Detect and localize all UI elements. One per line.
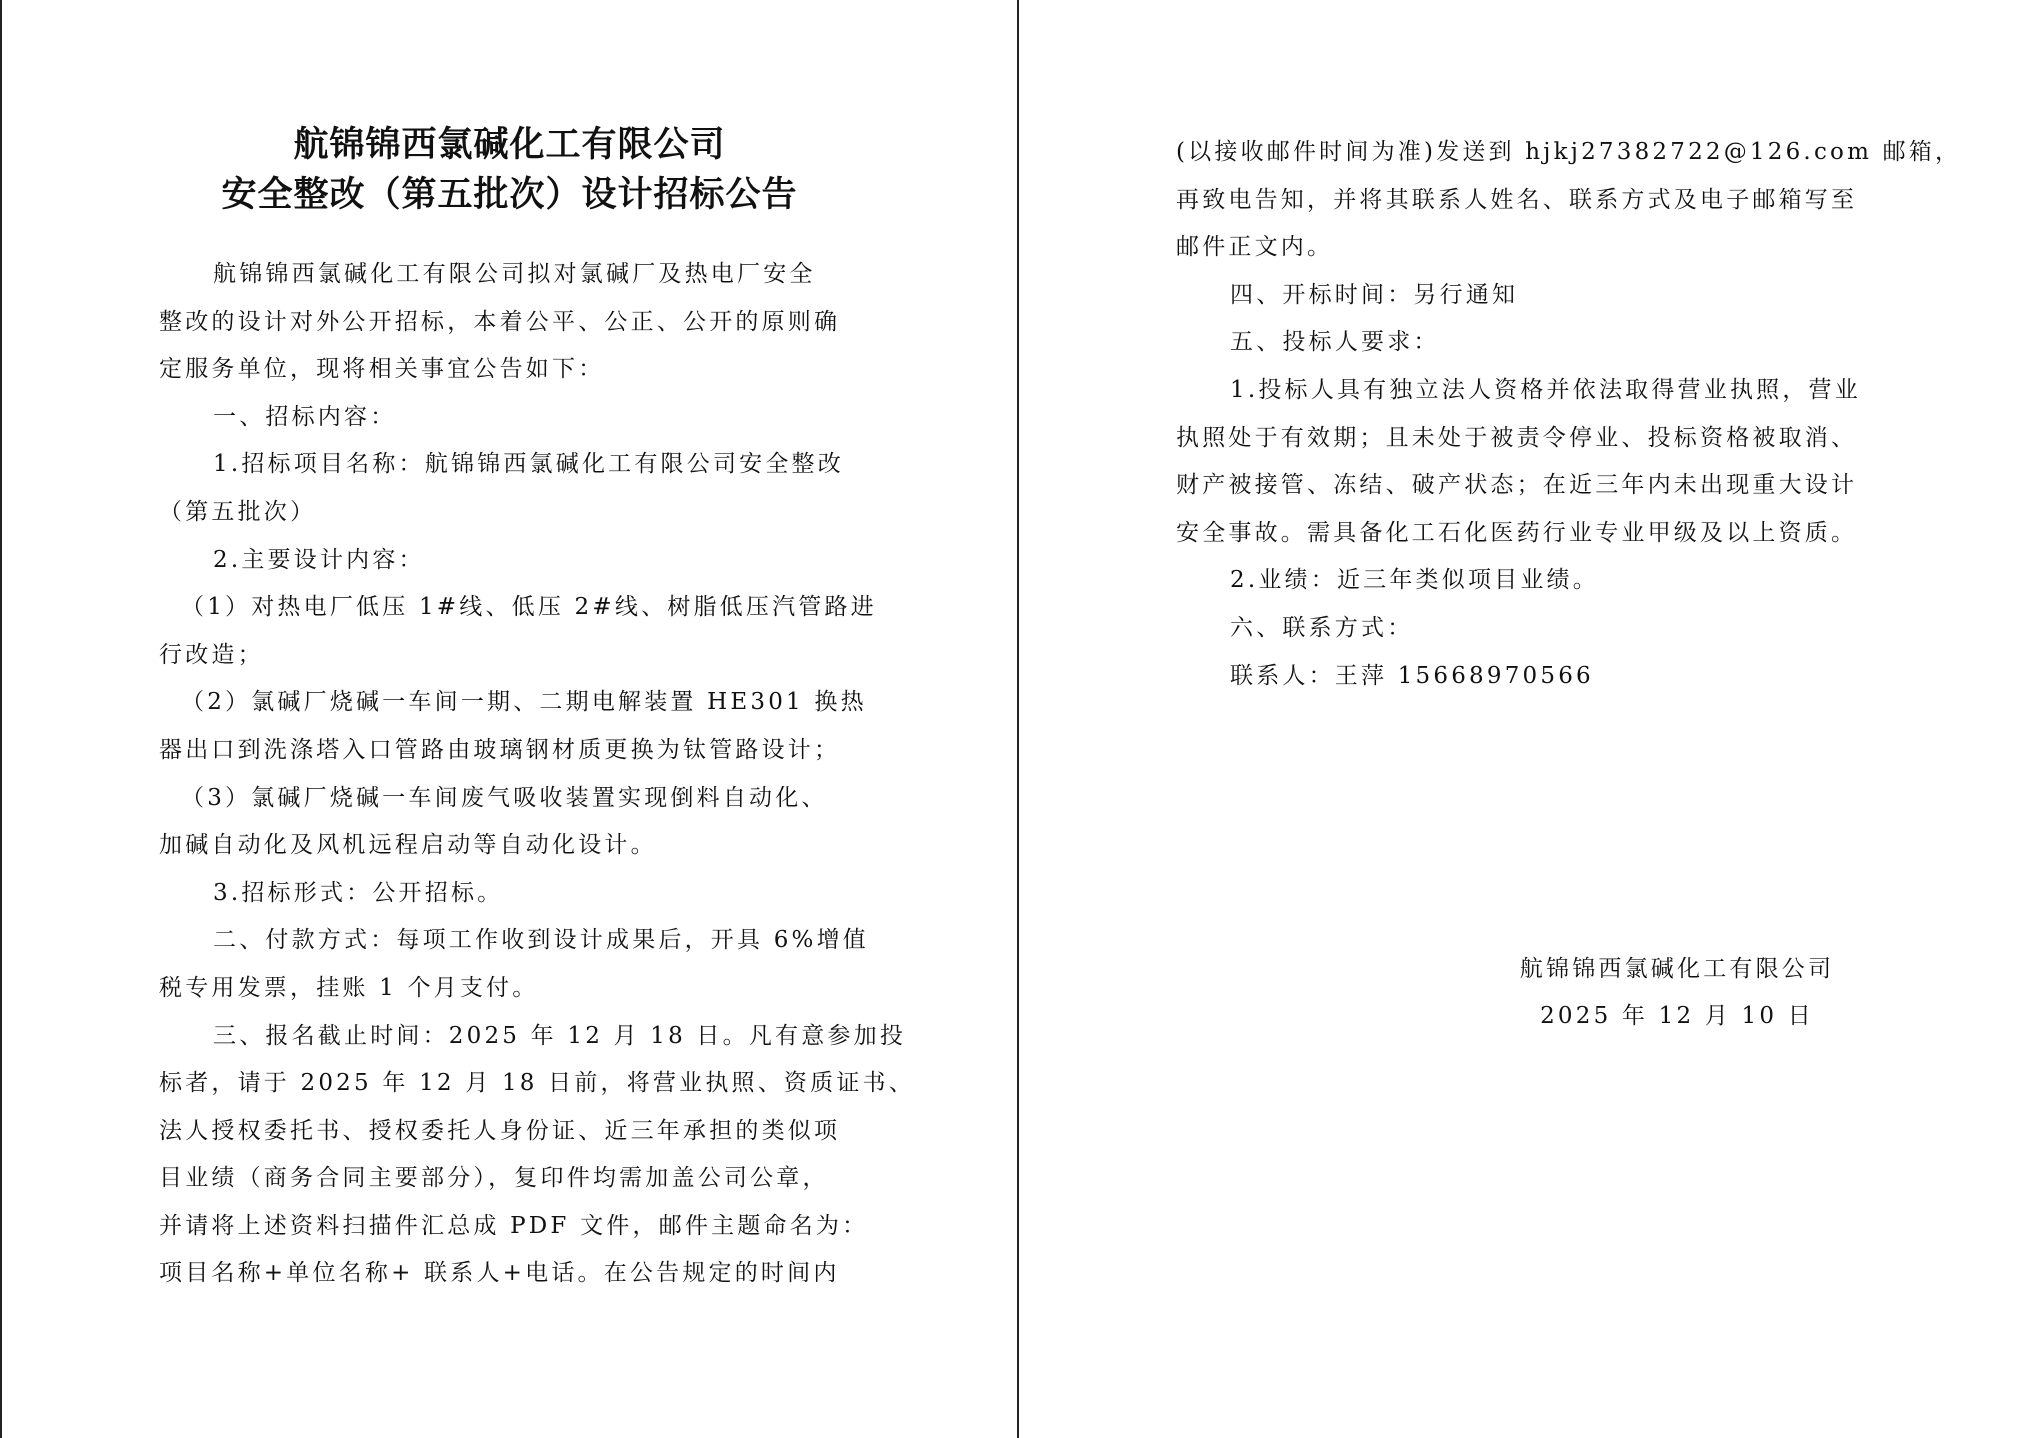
text-line: 3.招标形式：公开招标。: [213, 879, 504, 906]
text-line: 执照处于有效期；且未处于被责令停业、投标资格被取消、: [1176, 424, 1858, 451]
text-line: 邮件正文内。: [1176, 234, 1334, 261]
signature-company: 航锦锦西氯碱化工有限公司: [1519, 956, 1835, 982]
text-line: 航锦锦西氯碱化工有限公司拟对氯碱厂及热电厂安全: [213, 261, 816, 287]
signature-date: 2025 年 12 月 10 日: [1540, 1003, 1814, 1029]
text-line: （1）对热电厂低压 1#线、低压 2#线、树脂低压汽管路进: [181, 594, 877, 621]
text-line: （2）氯碱厂烧碱一车间一期、二期电解装置 HE301 换热: [181, 689, 867, 716]
text-line: 加碱自动化及风机远程启动等自动化设计。: [159, 832, 657, 859]
text-line: 行改造；: [159, 641, 264, 668]
text-line: （第五批次）: [159, 498, 317, 525]
text-line: 一、招标内容：: [213, 403, 397, 430]
text-line: 五、投标人要求：: [1230, 329, 1440, 356]
text-line: 整改的设计对外公开招标，本着公平、公正、公开的原则确: [159, 308, 841, 335]
document-title-line1: 航锦锦西氯碱化工有限公司: [293, 125, 726, 165]
text-line: 定服务单位，现将相关事宜公告如下：: [159, 356, 605, 383]
text-line: 项目名称+单位名称+ 联系人+电话。在公告规定的时间内: [159, 1260, 840, 1287]
text-line: 2.业绩：近三年类似项目业绩。: [1230, 567, 1599, 594]
text-line: 2.主要设计内容：: [213, 546, 425, 573]
text-line: 法人授权委托书、授权委托人身份证、近三年承担的类似项: [159, 1117, 841, 1144]
text-line: 1.投标人具有独立法人资格并依法取得营业执照，营业: [1230, 376, 1861, 403]
text-line: 税专用发票，挂账 1 个月支付。: [159, 974, 539, 1001]
left-body-text: [159, 251, 915, 1298]
left-page: [2, 0, 1017, 1438]
text-line: 标者，请于 2025 年 12 月 18 日前，将营业执照、资质证书、: [159, 1070, 915, 1097]
document-title-line2: 安全整改（第五批次）设计招标公告: [221, 175, 798, 215]
text-line: 目业绩（商务合同主要部分），复印件均需加盖公司公章，: [159, 1165, 829, 1192]
text-line: 器出口到洗涤塔入口管路由玻璃钢材质更换为钛管路设计；: [159, 736, 841, 763]
right-body-text: [1176, 129, 1962, 700]
text-line: (以接收邮件时间为准)发送到 hjkj27382722@126.com 邮箱，: [1176, 139, 1962, 165]
text-line: 再致电告知，并将其联系人姓名、联系方式及电子邮箱写至: [1176, 186, 1858, 213]
right-page: [1019, 0, 2035, 1438]
text-line: 1.招标项目名称：航锦锦西氯碱化工有限公司安全整改: [213, 451, 844, 478]
text-line: 联系人：王萍 15668970566: [1230, 662, 1594, 689]
text-line: 六、联系方式：: [1230, 614, 1414, 641]
text-line: 安全事故。需具备化工石化医药行业专业甲级及以上资质。: [1176, 519, 1858, 546]
text-line: 二、付款方式：每项工作收到设计成果后，开具 6%增值: [213, 927, 869, 954]
text-line: 四、开标时间：另行通知: [1230, 281, 1519, 308]
text-line: （3）氯碱厂烧碱一车间废气吸收装置实现倒料自动化、: [181, 784, 828, 811]
text-line: 三、报名截止时间：2025 年 12 月 18 日。凡有意参加投: [213, 1022, 907, 1049]
text-line: 财产被接管、冻结、破产状态；在近三年内未出现重大设计: [1176, 472, 1858, 499]
text-line: 并请将上述资料扫描件汇总成 PDF 文件，邮件主题命名为：: [159, 1212, 869, 1239]
